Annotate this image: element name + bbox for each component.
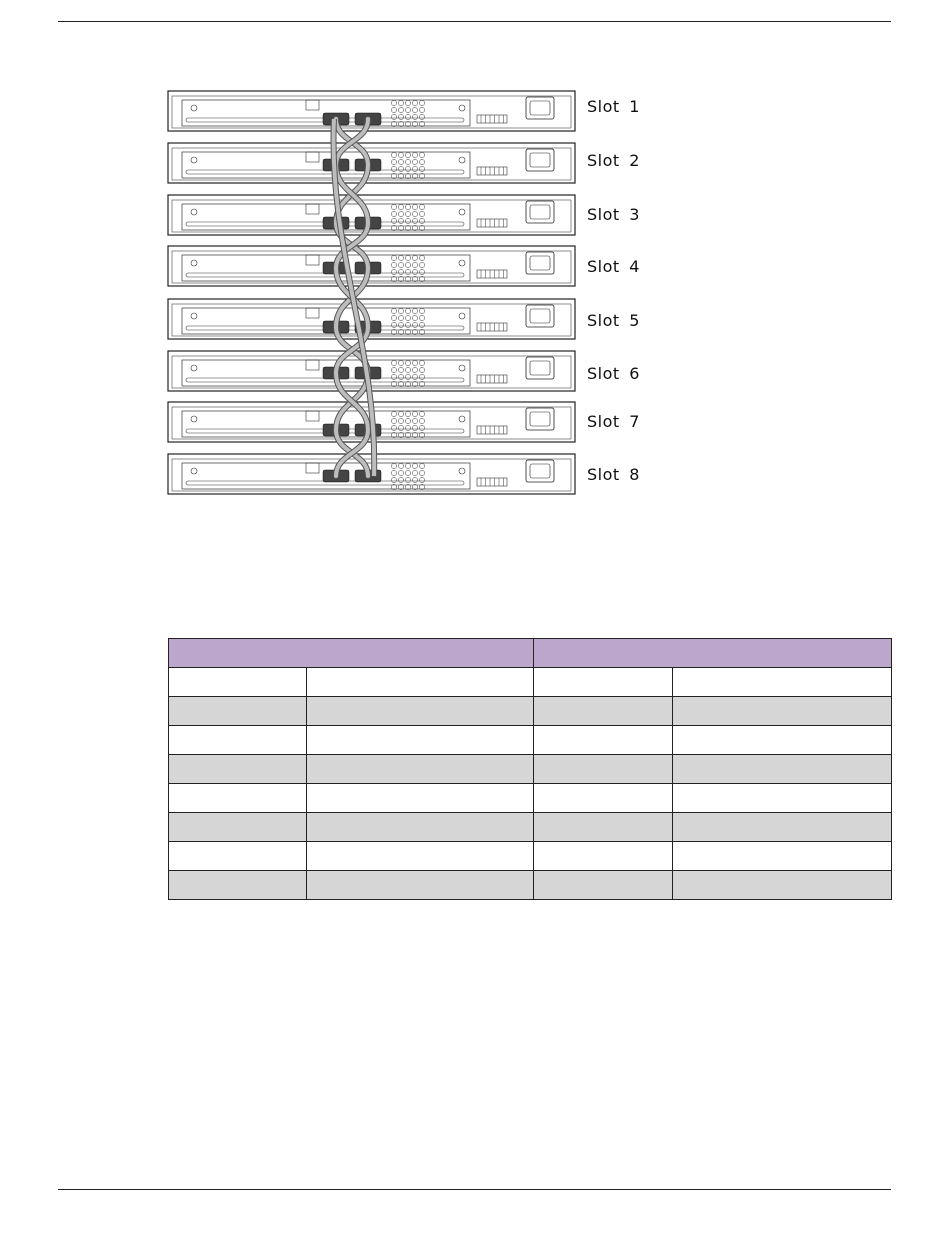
table-cell bbox=[307, 813, 534, 842]
table-row bbox=[169, 668, 892, 697]
table-cell bbox=[307, 784, 534, 813]
table-cell bbox=[673, 668, 892, 697]
table-row bbox=[169, 871, 892, 900]
switch-unit bbox=[168, 91, 575, 131]
slot-label: Slot 1 bbox=[587, 97, 640, 116]
slot-label: Slot 8 bbox=[587, 465, 640, 484]
table-cell bbox=[169, 871, 307, 900]
slot-label: Slot 2 bbox=[587, 151, 640, 170]
table-cell bbox=[307, 871, 534, 900]
table-row bbox=[169, 784, 892, 813]
table-cell bbox=[534, 813, 673, 842]
table-row bbox=[169, 755, 892, 784]
table-cell bbox=[169, 784, 307, 813]
table-header bbox=[169, 639, 534, 668]
stacking-diagram bbox=[0, 0, 950, 520]
slot-label: Slot 3 bbox=[587, 205, 640, 224]
table-cell bbox=[307, 697, 534, 726]
table-cell bbox=[673, 871, 892, 900]
switch-unit bbox=[168, 246, 575, 286]
table-cell bbox=[673, 726, 892, 755]
slot-label: Slot 4 bbox=[587, 257, 640, 276]
table-cell bbox=[169, 668, 307, 697]
slot-label: Slot 7 bbox=[587, 412, 640, 431]
table-cell bbox=[673, 842, 892, 871]
table-cell bbox=[534, 668, 673, 697]
table-cell bbox=[307, 842, 534, 871]
table-cell bbox=[673, 697, 892, 726]
table-cell bbox=[534, 842, 673, 871]
table-row bbox=[169, 726, 892, 755]
table-cell bbox=[169, 813, 307, 842]
table-cell bbox=[673, 755, 892, 784]
table-cell bbox=[673, 784, 892, 813]
table-cell bbox=[307, 668, 534, 697]
bottom-rule bbox=[58, 1189, 891, 1190]
switch-unit bbox=[168, 143, 575, 183]
table-cell bbox=[169, 755, 307, 784]
table-header bbox=[534, 639, 892, 668]
table-row bbox=[169, 842, 892, 871]
table-cell bbox=[307, 726, 534, 755]
switch-unit bbox=[168, 299, 575, 339]
slot-label: Slot 5 bbox=[587, 311, 640, 330]
table-cell bbox=[534, 871, 673, 900]
table-cell bbox=[534, 755, 673, 784]
slot-label: Slot 6 bbox=[587, 364, 640, 383]
table-row bbox=[169, 813, 892, 842]
table-cell bbox=[534, 726, 673, 755]
table-cell bbox=[169, 842, 307, 871]
table-header-row bbox=[169, 639, 892, 668]
table-cell bbox=[534, 784, 673, 813]
table-cell bbox=[673, 813, 892, 842]
table-cell bbox=[169, 697, 307, 726]
table-cell bbox=[307, 755, 534, 784]
table-row bbox=[169, 697, 892, 726]
switch-unit bbox=[168, 195, 575, 235]
table-cell bbox=[534, 697, 673, 726]
stacking-table bbox=[168, 638, 892, 900]
table-cell bbox=[169, 726, 307, 755]
